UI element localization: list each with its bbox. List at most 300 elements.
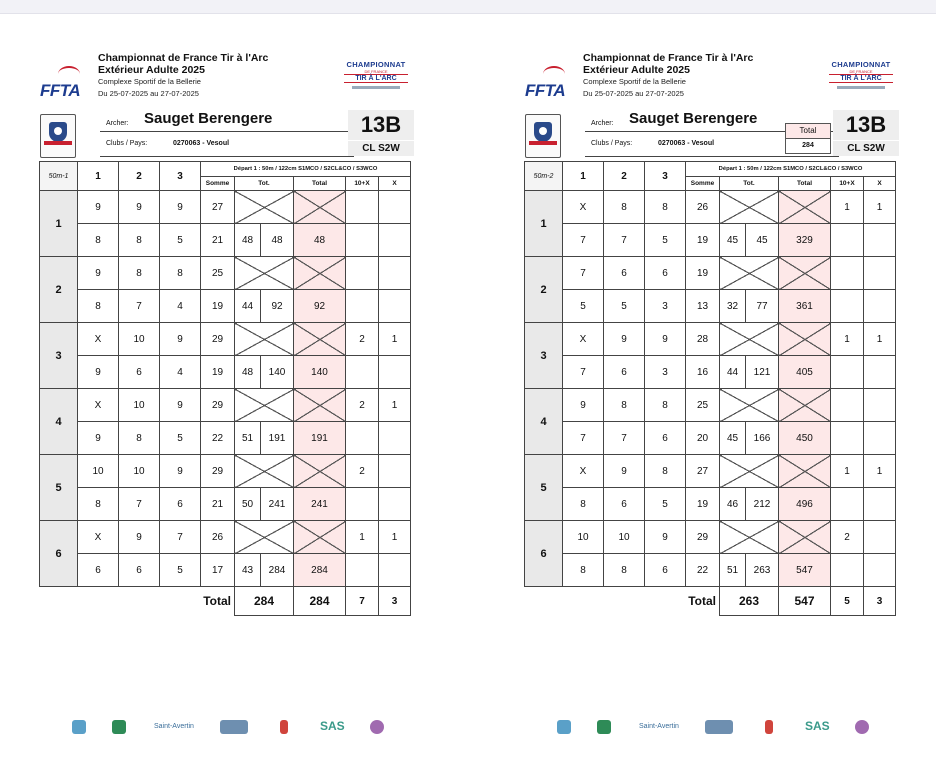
running-tot-cell: 166 — [746, 422, 779, 455]
x-count-cell — [864, 554, 896, 587]
x-count-cell — [379, 554, 411, 587]
somme-cell: 19 — [686, 224, 720, 257]
running-total-cell: 92 — [294, 290, 346, 323]
grand-total: 547 — [779, 587, 831, 616]
arrow-score: X — [563, 455, 604, 488]
somme-cell: 28 — [686, 323, 720, 356]
somme-cell: 19 — [201, 290, 235, 323]
tenx-cell: 1 — [831, 191, 864, 224]
ffta-logo: FFTA — [40, 64, 96, 104]
score-table — [524, 161, 896, 616]
col-somme: Somme — [686, 176, 720, 191]
score-sheet-1 — [36, 46, 416, 751]
crossed-cell — [720, 191, 779, 224]
crossed-cell — [720, 389, 779, 422]
end-total-cell: 43 — [235, 554, 261, 587]
sponsor-logo-icon — [220, 720, 248, 734]
category: CL S2W — [833, 141, 899, 156]
event-dates: Du 25-07-2025 au 27-07-2025 — [583, 89, 684, 98]
club-crest-icon — [40, 114, 76, 158]
crossed-total-cell — [779, 455, 831, 488]
arrow-score: 9 — [563, 389, 604, 422]
x-count-cell — [379, 488, 411, 521]
arrow-score: 10 — [563, 521, 604, 554]
end-total-cell: 51 — [235, 422, 261, 455]
arrow-score: 7 — [119, 488, 160, 521]
category: CL S2W — [348, 141, 414, 156]
end-total-cell: 46 — [720, 488, 746, 521]
col-somme: Somme — [201, 176, 235, 191]
running-total-cell: 241 — [294, 488, 346, 521]
somme-cell: 29 — [201, 323, 235, 356]
arrow-score: 10 — [604, 521, 645, 554]
running-total-cell: 361 — [779, 290, 831, 323]
end-number: 2 — [40, 257, 78, 323]
somme-cell: 29 — [686, 521, 720, 554]
arrow-score: 8 — [160, 257, 201, 290]
empty-cell — [119, 587, 160, 616]
end-number: 5 — [40, 455, 78, 521]
x-count-cell — [864, 224, 896, 257]
running-total-cell: 450 — [779, 422, 831, 455]
score-table — [39, 161, 411, 616]
archer-label: Archer: — [591, 120, 614, 127]
arrow-score: 9 — [645, 521, 686, 554]
running-tot-cell: 45 — [746, 224, 779, 257]
arrow-score: 6 — [604, 257, 645, 290]
end-number: 6 — [40, 521, 78, 587]
arrow-score: 6 — [645, 554, 686, 587]
crossed-cell — [235, 323, 294, 356]
ffta-logo: FFTA — [525, 64, 581, 104]
tenx-cell — [831, 356, 864, 389]
x-count-cell — [864, 422, 896, 455]
end-number: 5 — [525, 455, 563, 521]
arrow-score: 8 — [645, 191, 686, 224]
previous-total-value: 284 — [785, 139, 831, 154]
arrow-score: 5 — [563, 290, 604, 323]
x-count-cell — [379, 191, 411, 224]
sponsor-saint-avertin: Saint-Avertin — [639, 723, 679, 730]
arrow-score: 10 — [78, 455, 119, 488]
viewer-top-bar — [0, 0, 936, 14]
running-tot-cell: 191 — [261, 422, 294, 455]
event-venue: Complexe Sportif de la Bellerie — [583, 77, 686, 86]
x-count-cell — [379, 455, 411, 488]
crossed-total-cell — [779, 521, 831, 554]
tenx-cell — [831, 257, 864, 290]
end-total-cell: 50 — [235, 488, 261, 521]
championnat-badge: CHAMPIONNAT DE FRANCE TIR À L'ARC — [338, 60, 414, 89]
grand-10x: 7 — [346, 587, 379, 616]
arrow-score: 7 — [563, 224, 604, 257]
event-dates: Du 25-07-2025 au 27-07-2025 — [98, 89, 199, 98]
previous-total-label: Total — [785, 123, 831, 139]
end-number: 6 — [525, 521, 563, 587]
arrow-score: 8 — [604, 389, 645, 422]
running-total-cell: 140 — [294, 356, 346, 389]
running-total-cell: 191 — [294, 422, 346, 455]
club-value: 0270063 - Vesoul — [173, 140, 230, 147]
arrow-score: 9 — [604, 323, 645, 356]
grand-tot: 263 — [720, 587, 779, 616]
end-number: 3 — [40, 323, 78, 389]
empty-cell — [78, 587, 119, 616]
arrow-score: 9 — [78, 356, 119, 389]
sponsor-logo-icon — [280, 720, 288, 734]
x-count-cell: 1 — [379, 323, 411, 356]
tenx-cell — [346, 224, 379, 257]
crossed-total-cell — [294, 389, 346, 422]
tenx-cell — [831, 422, 864, 455]
end-total-cell: 44 — [235, 290, 261, 323]
running-total-cell: 496 — [779, 488, 831, 521]
x-count-cell — [864, 488, 896, 521]
sponsor-sas: SAS — [805, 719, 830, 733]
x-count-cell: 1 — [379, 521, 411, 554]
somme-cell: 22 — [686, 554, 720, 587]
somme-cell: 26 — [201, 521, 235, 554]
col-x: X — [864, 176, 896, 191]
sponsor-saint-avertin: Saint-Avertin — [154, 723, 194, 730]
arrow-score: 6 — [645, 257, 686, 290]
arrow-score: 5 — [160, 422, 201, 455]
club-value: 0270063 - Vesoul — [658, 140, 715, 147]
crossed-total-cell — [779, 257, 831, 290]
col-10x: 10+X — [831, 176, 864, 191]
sponsor-logo-icon — [72, 720, 86, 734]
empty-cell — [40, 587, 78, 616]
arrow-score: 5 — [160, 224, 201, 257]
arrow-score: 9 — [119, 521, 160, 554]
championnat-badge: CHAMPIONNAT DE FRANCE TIR À L'ARC — [823, 60, 899, 89]
somme-cell: 21 — [201, 488, 235, 521]
empty-cell — [525, 587, 563, 616]
somme-cell: 25 — [201, 257, 235, 290]
arrow-score: 3 — [645, 356, 686, 389]
tenx-cell — [346, 290, 379, 323]
x-count-cell — [864, 356, 896, 389]
arrow-score: 7 — [119, 290, 160, 323]
arrow-score: 10 — [119, 389, 160, 422]
arrow-score: 4 — [160, 356, 201, 389]
event-subtitle: Extérieur Adulte 2025 — [98, 64, 205, 76]
arrow-score: 7 — [160, 521, 201, 554]
arrow-score: 7 — [604, 224, 645, 257]
col-arrow-3: 3 — [160, 162, 201, 191]
crossed-total-cell — [779, 389, 831, 422]
score-sheet-2 — [521, 46, 901, 751]
arrow-score: X — [78, 521, 119, 554]
x-count-cell — [864, 257, 896, 290]
somme-cell: 27 — [201, 191, 235, 224]
end-number: 3 — [525, 323, 563, 389]
col-arrow-2: 2 — [604, 162, 645, 191]
arrow-score: 6 — [604, 488, 645, 521]
ffta-arrow-icon — [58, 66, 80, 82]
tenx-cell — [346, 356, 379, 389]
running-total-cell: 405 — [779, 356, 831, 389]
arrow-score: 9 — [78, 422, 119, 455]
tenx-cell — [831, 290, 864, 323]
running-total-cell: 48 — [294, 224, 346, 257]
arrow-score: X — [563, 323, 604, 356]
end-number: 2 — [525, 257, 563, 323]
tenx-cell — [831, 554, 864, 587]
somme-cell: 20 — [686, 422, 720, 455]
somme-cell: 19 — [201, 356, 235, 389]
depart-header: Départ 1 : 50m / 122cm S1MCO / S2CL&CO / S3WCO — [686, 162, 896, 177]
crossed-cell — [720, 455, 779, 488]
tenx-cell — [346, 191, 379, 224]
arrow-score: 4 — [160, 290, 201, 323]
arrow-score: 9 — [160, 455, 201, 488]
col-x: X — [379, 176, 411, 191]
x-count-cell: 1 — [379, 389, 411, 422]
arrow-score: 9 — [119, 191, 160, 224]
x-count-cell: 1 — [864, 323, 896, 356]
arrow-score: 8 — [78, 488, 119, 521]
grand-x: 3 — [864, 587, 896, 616]
arrow-score: 7 — [563, 356, 604, 389]
crossed-total-cell — [779, 323, 831, 356]
end-total-cell: 51 — [720, 554, 746, 587]
crossed-total-cell — [294, 191, 346, 224]
sponsor-logo-icon — [855, 720, 869, 734]
tenx-cell: 1 — [346, 521, 379, 554]
ffta-arrow-icon — [543, 66, 565, 82]
running-total-cell: 329 — [779, 224, 831, 257]
empty-cell — [604, 587, 645, 616]
crossed-total-cell — [294, 257, 346, 290]
somme-cell: 27 — [686, 455, 720, 488]
end-number: 1 — [525, 191, 563, 257]
arrow-score: 3 — [645, 290, 686, 323]
tenx-cell — [831, 224, 864, 257]
arrow-score: 6 — [119, 356, 160, 389]
tenx-cell — [346, 422, 379, 455]
arrow-score: 8 — [563, 488, 604, 521]
end-total-cell: 45 — [720, 422, 746, 455]
arrow-score: 6 — [645, 422, 686, 455]
somme-cell: 29 — [201, 389, 235, 422]
empty-cell — [563, 587, 604, 616]
arrow-score: 8 — [645, 455, 686, 488]
tenx-cell — [346, 488, 379, 521]
archer-label: Archer: — [106, 120, 129, 127]
crossed-total-cell — [294, 521, 346, 554]
running-tot-cell: 92 — [261, 290, 294, 323]
arrow-score: 8 — [78, 224, 119, 257]
tenx-cell: 2 — [346, 323, 379, 356]
distance-label: 50m-1 — [40, 162, 78, 191]
arrow-score: 5 — [645, 488, 686, 521]
archer-name: Sauget Berengere — [144, 110, 273, 127]
crossed-cell — [235, 191, 294, 224]
tenx-cell — [346, 257, 379, 290]
somme-cell: 19 — [686, 257, 720, 290]
somme-cell: 13 — [686, 290, 720, 323]
distance-label: 50m-2 — [525, 162, 563, 191]
somme-cell: 17 — [201, 554, 235, 587]
somme-cell: 16 — [686, 356, 720, 389]
running-total-cell: 547 — [779, 554, 831, 587]
x-count-cell — [379, 224, 411, 257]
somme-cell: 29 — [201, 455, 235, 488]
arrow-score: X — [78, 323, 119, 356]
somme-cell: 19 — [686, 488, 720, 521]
crossed-cell — [720, 521, 779, 554]
arrow-score: 10 — [119, 455, 160, 488]
tenx-cell — [346, 554, 379, 587]
club-label: Clubs / Pays: — [591, 140, 633, 147]
arrow-score: 5 — [160, 554, 201, 587]
sponsor-logo-icon — [370, 720, 384, 734]
sponsor-logo-icon — [705, 720, 733, 734]
grand-total: 284 — [294, 587, 346, 616]
crossed-cell — [235, 257, 294, 290]
arrow-score: X — [78, 389, 119, 422]
running-tot-cell: 48 — [261, 224, 294, 257]
crossed-cell — [720, 323, 779, 356]
running-tot-cell: 77 — [746, 290, 779, 323]
running-tot-cell: 263 — [746, 554, 779, 587]
arrow-score: 8 — [119, 422, 160, 455]
running-total-cell: 284 — [294, 554, 346, 587]
somme-cell: 26 — [686, 191, 720, 224]
totals-row — [525, 587, 896, 616]
sponsor-sas: SAS — [320, 719, 345, 733]
event-subtitle: Extérieur Adulte 2025 — [583, 64, 690, 76]
running-tot-cell: 284 — [261, 554, 294, 587]
sponsor-logo-icon — [557, 720, 571, 734]
crossed-cell — [235, 521, 294, 554]
arrow-score: 9 — [160, 323, 201, 356]
x-count-cell — [379, 257, 411, 290]
col-total: Total — [294, 176, 346, 191]
tenx-cell: 2 — [346, 455, 379, 488]
col-arrow-1: 1 — [563, 162, 604, 191]
end-number: 4 — [40, 389, 78, 455]
tenx-cell: 1 — [831, 455, 864, 488]
event-title: Championnat de France Tir à l'Arc — [98, 52, 269, 64]
end-number: 1 — [40, 191, 78, 257]
sponsor-strip — [551, 718, 881, 740]
arrow-score: 5 — [604, 290, 645, 323]
col-10x: 10+X — [346, 176, 379, 191]
x-count-cell — [864, 389, 896, 422]
col-tot: Tot. — [235, 176, 294, 191]
x-count-cell — [379, 290, 411, 323]
event-header — [583, 52, 803, 101]
club-crest-icon — [525, 114, 561, 158]
col-tot: Tot. — [720, 176, 779, 191]
x-count-cell: 1 — [864, 455, 896, 488]
arrow-score: X — [563, 191, 604, 224]
x-count-cell: 1 — [864, 191, 896, 224]
tenx-cell — [831, 389, 864, 422]
total-label: Total — [203, 594, 231, 609]
arrow-score: 9 — [78, 191, 119, 224]
crossed-total-cell — [779, 191, 831, 224]
running-tot-cell: 121 — [746, 356, 779, 389]
arrow-score: 9 — [645, 323, 686, 356]
crossed-total-cell — [294, 323, 346, 356]
end-total-cell: 32 — [720, 290, 746, 323]
target-number: 13B — [348, 110, 414, 140]
somme-cell: 21 — [201, 224, 235, 257]
x-count-cell — [379, 422, 411, 455]
arrow-score: 6 — [160, 488, 201, 521]
end-number: 4 — [525, 389, 563, 455]
total-label: Total — [688, 594, 716, 609]
somme-cell: 25 — [686, 389, 720, 422]
grand-x: 3 — [379, 587, 411, 616]
arrow-score: 6 — [604, 356, 645, 389]
crossed-total-cell — [294, 455, 346, 488]
crossed-cell — [720, 257, 779, 290]
arrow-score: 8 — [604, 554, 645, 587]
arrow-score: 6 — [119, 554, 160, 587]
event-venue: Complexe Sportif de la Bellerie — [98, 77, 201, 86]
col-arrow-1: 1 — [78, 162, 119, 191]
previous-total-box — [785, 123, 831, 155]
crossed-cell — [235, 389, 294, 422]
arrow-score: 7 — [604, 422, 645, 455]
end-total-cell: 44 — [720, 356, 746, 389]
event-header — [98, 52, 318, 101]
arrow-score: 6 — [78, 554, 119, 587]
end-total-cell: 45 — [720, 224, 746, 257]
running-tot-cell: 140 — [261, 356, 294, 389]
arrow-score: 10 — [119, 323, 160, 356]
tenx-cell: 2 — [831, 521, 864, 554]
sponsor-strip — [66, 718, 396, 740]
arrow-score: 9 — [78, 257, 119, 290]
arrow-score: 8 — [78, 290, 119, 323]
crossed-cell — [235, 455, 294, 488]
tenx-cell: 1 — [831, 323, 864, 356]
arrow-score: 8 — [119, 257, 160, 290]
x-count-cell — [864, 290, 896, 323]
arrow-score: 9 — [160, 389, 201, 422]
totals-row — [40, 587, 411, 616]
somme-cell: 22 — [201, 422, 235, 455]
arrow-score: 8 — [604, 191, 645, 224]
arrow-score: 8 — [563, 554, 604, 587]
x-count-cell — [379, 356, 411, 389]
arrow-score: 9 — [604, 455, 645, 488]
sponsor-logo-icon — [765, 720, 773, 734]
arrow-score: 5 — [645, 224, 686, 257]
sponsor-logo-icon — [597, 720, 611, 734]
arrow-score: 8 — [645, 389, 686, 422]
arrow-score: 7 — [563, 257, 604, 290]
arrow-score: 9 — [160, 191, 201, 224]
arrow-score: 7 — [563, 422, 604, 455]
running-tot-cell: 241 — [261, 488, 294, 521]
tenx-cell — [831, 488, 864, 521]
target-number: 13B — [833, 110, 899, 140]
club-label: Clubs / Pays: — [106, 140, 148, 147]
col-arrow-3: 3 — [645, 162, 686, 191]
archer-name: Sauget Berengere — [629, 110, 758, 127]
end-total-cell: 48 — [235, 224, 261, 257]
sponsor-logo-icon — [112, 720, 126, 734]
x-count-cell — [864, 521, 896, 554]
arrow-score: 8 — [119, 224, 160, 257]
end-total-cell: 48 — [235, 356, 261, 389]
